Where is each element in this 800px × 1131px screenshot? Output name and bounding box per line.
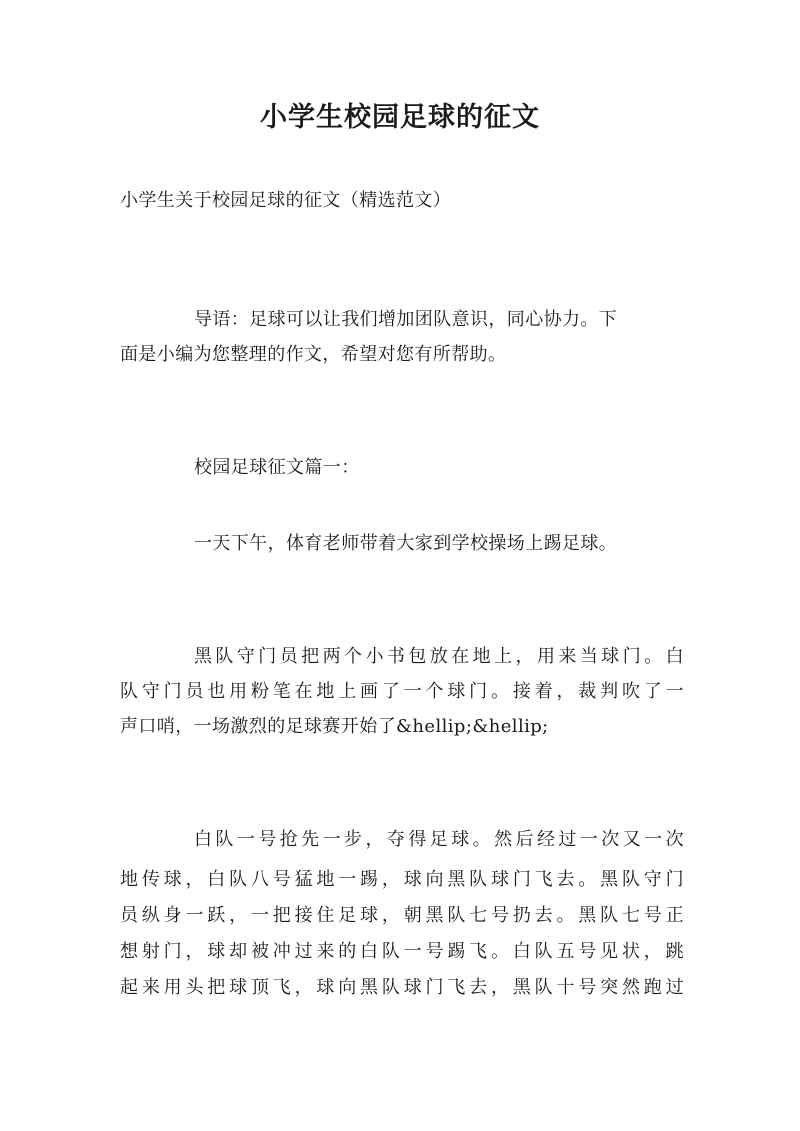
section-heading: 校园足球征文篇一： (194, 457, 360, 478)
document-subtitle: 小学生关于校园足球的征文（精选范文） (120, 190, 452, 211)
paragraph3-line-1: 白队一号抢先一步，夺得足球。然后经过一次又一次 (194, 829, 684, 850)
paragraph3-line-4: 想射门，球却被冲过来的白队一号踢飞。白队五号见状，跳 (120, 941, 684, 962)
paragraph1-line-1: 一天下午，体育老师带着大家到学校操场上踢足球。 (194, 533, 618, 554)
paragraph3-line-2: 地传球，白队八号猛地一踢，球向黑队球门飞去。黑队守门 (120, 869, 684, 890)
paragraph2-line-2: 队守门员也用粉笔在地上画了一个球门。接着，裁判吹了一 (120, 681, 684, 702)
paragraph3-line-5: 起来用头把球顶飞，球向黑队球门飞去，黑队十号突然跑过 (120, 977, 684, 998)
intro-line-1: 导语：足球可以让我们增加团队意识，同心协力。下 (194, 309, 618, 330)
paragraph2-line-3: 声口哨，一场激烈的足球赛开始了&hellip;&hellip; (120, 716, 549, 737)
intro-line-2: 面是小编为您整理的作文，希望对您有所帮助。 (120, 344, 507, 365)
paragraph2-line-1: 黑队守门员把两个小书包放在地上，用来当球门。白 (194, 646, 684, 667)
document-title: 小学生校园足球的征文 (260, 102, 540, 133)
paragraph3-line-3: 员纵身一跃，一把接住足球，朝黑队七号扔去。黑队七号正 (120, 905, 684, 926)
